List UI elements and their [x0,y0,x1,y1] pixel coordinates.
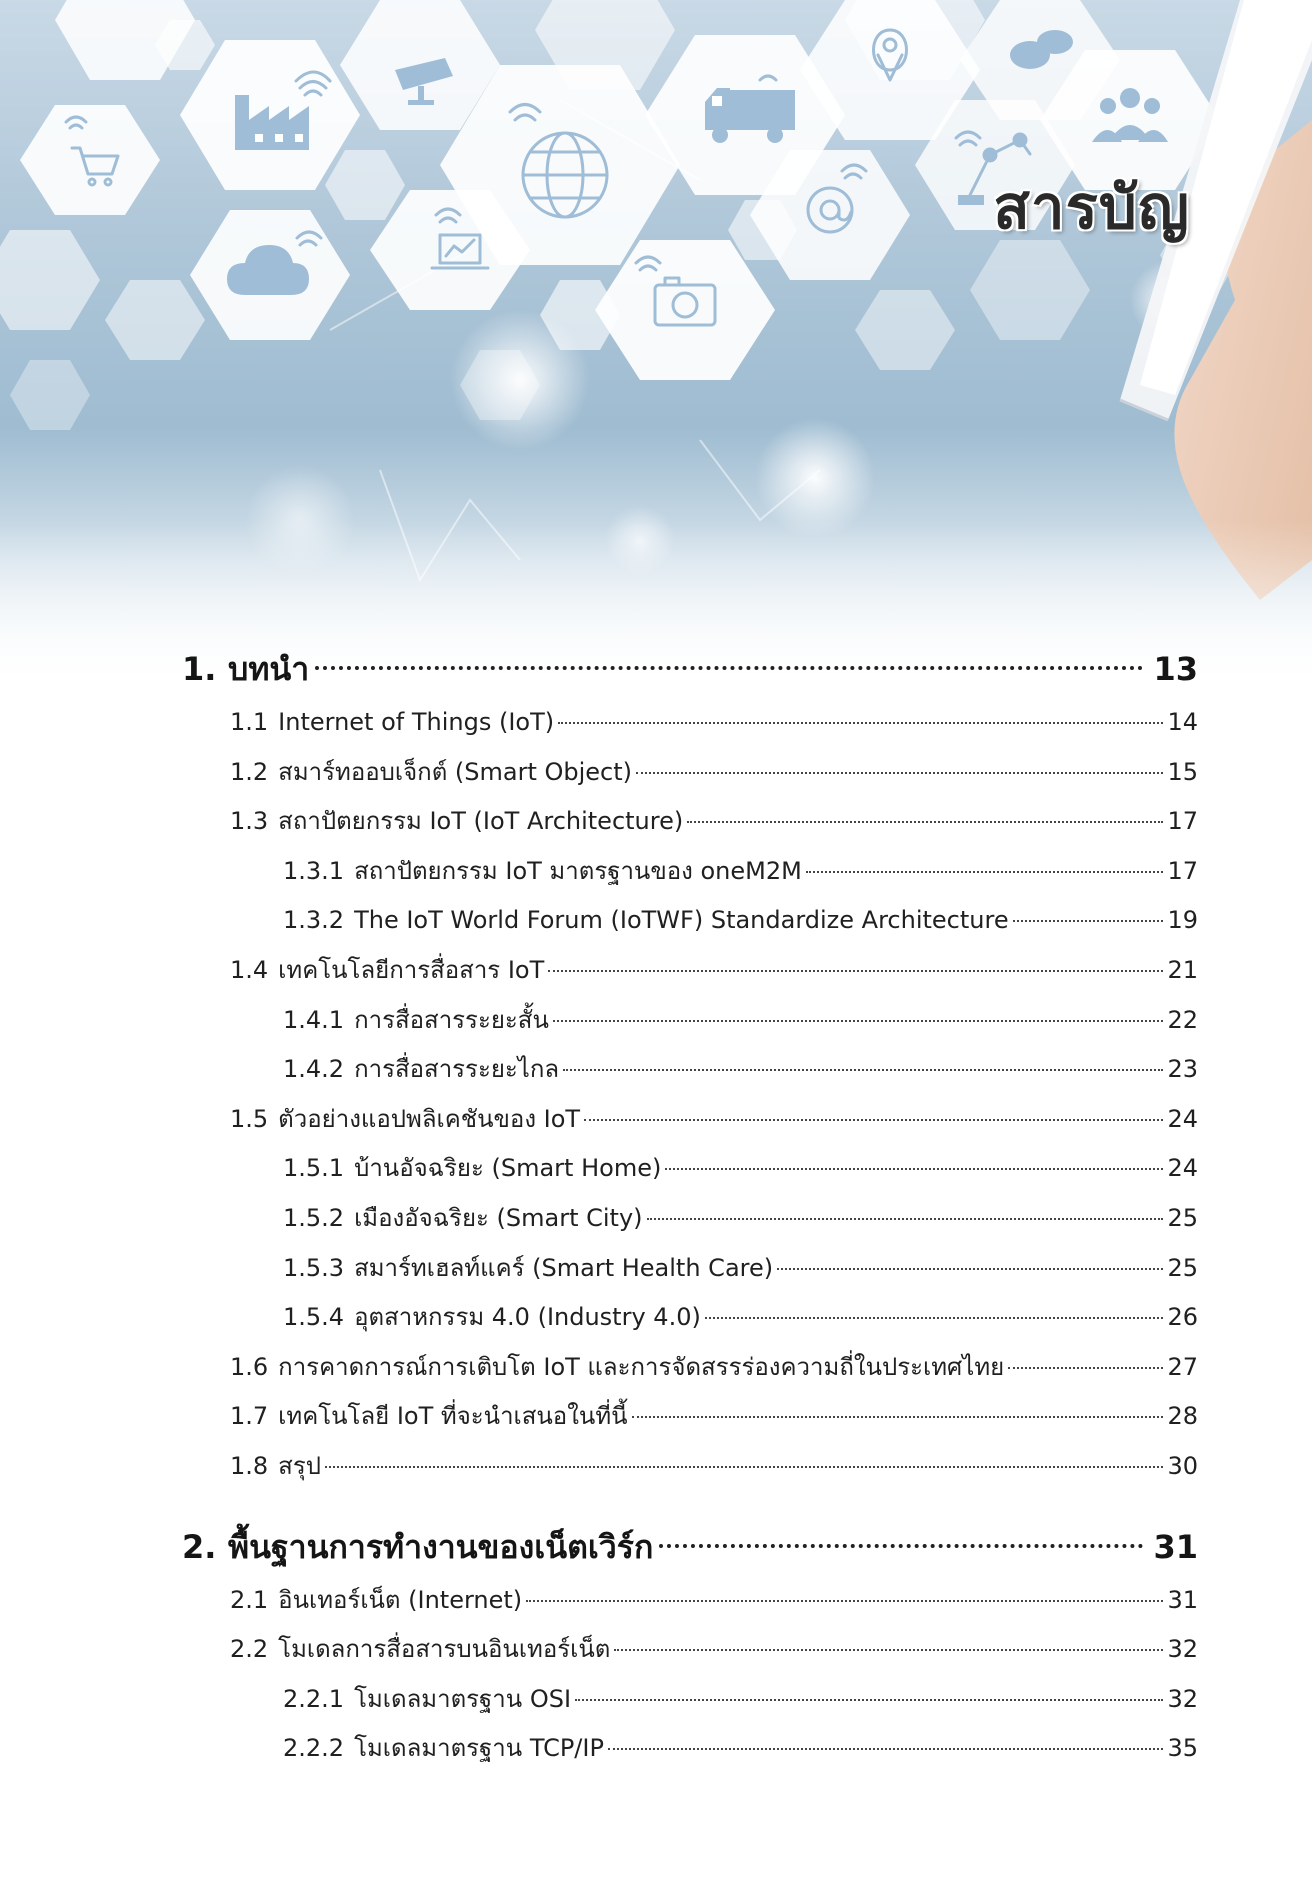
section-page-number: 14 [1167,708,1198,736]
toc-entry-2-1[interactable] [182,1576,1198,1626]
dot-leader [548,970,1163,972]
toc-entry-2-2-1[interactable] [182,1675,1198,1725]
section-number: 1.4 [230,955,269,984]
section-title: การคาดการณ์การเติบโต IoT และการจัดสรรร่องความถี่ในประเทศไทย [278,1352,1005,1381]
dot-leader [636,772,1163,774]
section-number: 1.2 [230,757,269,786]
toc-entry-1-6[interactable] [182,1343,1198,1393]
section-page-number: 17 [1167,807,1198,836]
page-title: สารบัญ [993,173,1190,243]
subsection-page-number: 24 [1167,1154,1198,1183]
toc-entry-1-1[interactable] [182,698,1198,748]
section-title: สรุป [278,1451,321,1480]
subsection-page-number: 19 [1167,906,1198,935]
toc-entry-1-5-3[interactable] [182,1244,1198,1294]
section-title: อินเทอร์เน็ต (Internet) [278,1585,523,1614]
subsection-title: โมเดลมาตรฐาน TCP/IP [354,1734,604,1763]
toc-entry-1-5-1[interactable] [182,1144,1198,1194]
section-title: สมาร์ทออบเจ็กต์ (Smart Object) [278,757,633,786]
table-of-contents [182,640,1198,1774]
section-page-number: 31 [1167,1585,1198,1614]
dot-leader [553,1020,1164,1022]
header-banner [0,0,1312,690]
toc-entry-1-8[interactable] [182,1442,1198,1492]
chapter-page-number: 13 [1153,650,1198,688]
subsection-page-number: 25 [1167,1203,1198,1232]
subsection-title: The IoT World Forum (IoTWF) Standardize Architecture [354,906,1009,935]
dot-leader [325,1466,1164,1468]
subsection-title: เมืองอัจฉริยะ (Smart City) [354,1203,643,1232]
chapter-title: บทนำ [228,650,310,688]
section-title: สถาปัตยกรรม IoT (IoT Architecture) [278,807,684,836]
subsection-page-number: 25 [1167,1253,1198,1282]
section-title: โมเดลการสื่อสารบนอินเทอร์เน็ต [278,1635,611,1664]
section-number: 1.7 [230,1402,269,1431]
subsection-number: 2.2.1 [283,1684,345,1713]
section-page-number: 27 [1167,1352,1198,1381]
subsection-number: 1.5.4 [283,1303,345,1332]
subsection-title: สมาร์ทเฮลท์แคร์ (Smart Health Care) [354,1253,774,1282]
subsection-title: โมเดลมาตรฐาน OSI [354,1684,572,1713]
dot-leader [1008,1367,1163,1369]
toc-entry-1-5[interactable] [182,1095,1198,1145]
subsection-page-number: 26 [1167,1303,1198,1332]
section-number: 1.5 [230,1104,269,1133]
subsection-title: การสื่อสารระยะไกล [354,1055,560,1084]
toc-entry-1-5-4[interactable] [182,1293,1198,1343]
chapter-number: 2. [182,1527,217,1566]
section-title: Internet of Things (IoT) [278,708,555,736]
toc-chapter-1[interactable] [182,640,1198,698]
section-page-number: 32 [1167,1635,1198,1664]
toc-entry-1-3[interactable] [182,797,1198,847]
section-number: 2.2 [230,1635,269,1664]
section-page-number: 15 [1167,757,1198,786]
subsection-page-number: 35 [1167,1734,1198,1763]
chapter-number: 1. [182,650,217,688]
section-page-number: 30 [1167,1451,1198,1480]
dot-leader [526,1600,1163,1602]
banner-artwork [0,0,1312,690]
section-number: 1.8 [230,1451,269,1480]
chapter-page-number: 31 [1153,1527,1198,1566]
subsection-number: 1.4.2 [283,1055,345,1084]
subsection-title: การสื่อสารระยะสั้น [354,1005,549,1034]
toc-entry-1-4[interactable] [182,946,1198,996]
section-number: 1.6 [230,1352,269,1381]
toc-entry-1-4-1[interactable] [182,996,1198,1046]
dot-leader [614,1649,1163,1651]
subsection-number: 1.3.1 [283,856,345,885]
dot-leader [806,871,1164,873]
subsection-title: สถาปัตยกรรม IoT มาตรฐานของ oneM2M [354,856,802,885]
toc-entry-1-4-2[interactable] [182,1045,1198,1095]
section-page-number: 21 [1167,955,1198,984]
section-page-number: 24 [1167,1104,1198,1133]
subsection-number: 2.2.2 [283,1734,345,1763]
subsection-number: 1.5.2 [283,1203,345,1232]
toc-entry-1-3-1[interactable] [182,847,1198,897]
section-title: เทคโนโลยีการสื่อสาร IoT [278,955,545,984]
dot-leader [575,1699,1163,1701]
dot-leader [584,1119,1163,1121]
dot-leader [687,821,1163,823]
subsection-title: บ้านอัจฉริยะ (Smart Home) [354,1154,662,1183]
section-title: เทคโนโลยี IoT ที่จะนำเสนอในที่นี้ [278,1402,628,1431]
dot-leader [705,1317,1164,1319]
subsection-page-number: 22 [1167,1005,1198,1034]
subsection-page-number: 32 [1167,1684,1198,1713]
subsection-page-number: 17 [1167,856,1198,885]
dot-leader [665,1168,1163,1170]
subsection-page-number: 23 [1167,1055,1198,1084]
dot-leader [647,1218,1164,1220]
dot-leader [659,1544,1143,1548]
subsection-number: 1.5.3 [283,1253,345,1282]
subsection-number: 1.5.1 [283,1154,345,1183]
section-page-number: 28 [1167,1402,1198,1431]
toc-entry-2-2[interactable] [182,1625,1198,1675]
toc-entry-1-5-2[interactable] [182,1194,1198,1244]
section-title: ตัวอย่างแอปพลิเคชันของ IoT [278,1104,581,1133]
dot-leader [563,1069,1163,1071]
toc-entry-2-2-2[interactable] [182,1724,1198,1774]
dot-leader [608,1748,1164,1750]
section-number: 2.1 [230,1585,269,1614]
chapter-title: พื้นฐานการทำงานของเน็ตเวิร์ก [228,1527,654,1566]
dot-leader [777,1268,1163,1270]
toc-chapter-2[interactable] [182,1518,1198,1576]
dot-leader [315,666,1143,670]
section-number: 1.1 [230,708,269,736]
toc-entry-1-3-2[interactable] [182,896,1198,946]
subsection-number: 1.4.1 [283,1005,345,1034]
section-number: 1.3 [230,807,269,836]
toc-entry-1-7[interactable] [182,1392,1198,1442]
dot-leader [558,722,1163,724]
dot-leader [632,1416,1164,1418]
dot-leader [1013,920,1164,922]
chapter-spacer [182,1492,1198,1518]
toc-entry-1-2[interactable] [182,748,1198,798]
subsection-title: อุตสาหกรรม 4.0 (Industry 4.0) [354,1303,701,1332]
subsection-number: 1.3.2 [283,906,345,935]
